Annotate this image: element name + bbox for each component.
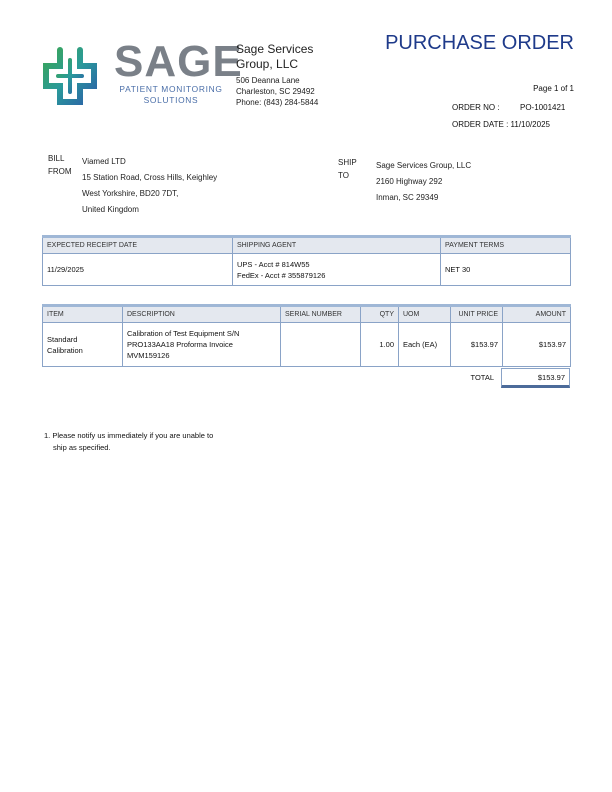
order-info-table <box>42 235 571 286</box>
header-shipping-agent: SHIPPING AGENT <box>233 237 441 254</box>
item-serial-number <box>281 323 361 367</box>
bill-from-address: Viamed LTD 15 Station Road, Cross Hills, Keighley West Yorkshire, BD20 7DT, United Kingdom <box>82 157 218 214</box>
ship-to-address: Sage Services Group, LLC 2160 Highway 292 Inman, SC 29349 <box>376 161 472 202</box>
shipping-agent: UPS - Acct # 814W55 FedEx - Acct # 355879126 <box>233 254 441 286</box>
header-expected-receipt-date: EXPECTED RECEIPT DATE <box>43 237 233 254</box>
logo-subtitle: PATIENT MONITORING SOLUTIONS <box>119 84 223 105</box>
ship-to-label: SHIP TO <box>338 158 357 180</box>
page-number: Page 1 of 1 <box>533 84 574 93</box>
item-description: Calibration of Test Equipment S/N PRO133AA18 Proforma Invoice MVM159126 <box>123 323 281 367</box>
order-no-value: PO-1001421 <box>520 103 566 112</box>
payment-terms: NET 30 <box>441 254 571 286</box>
sage-logo-mark-icon <box>38 44 102 108</box>
company-address: 506 Deanna Lane Charleston, SC 29492 Phone: (843) 284-5844 <box>236 76 319 107</box>
header-description: DESCRIPTION <box>123 306 281 323</box>
total-label: TOTAL <box>470 373 494 382</box>
item-qty: 1.00 <box>361 323 399 367</box>
company-name: Sage Services Group, LLC <box>236 42 314 71</box>
notes: 1. Please notify us immediately if you are unable to ship as specified. <box>44 431 214 452</box>
logo-wordmark: SAGE <box>114 37 243 86</box>
order-no-label: ORDER NO : <box>452 103 500 112</box>
header-amount: AMOUNT <box>503 306 571 323</box>
total-value: $153.97 <box>501 368 570 388</box>
header-payment-terms: PAYMENT TERMS <box>441 237 571 254</box>
header-serial-number: SERIAL NUMBER <box>281 306 361 323</box>
bill-from-label: BILL FROM <box>48 154 72 176</box>
line-items-table <box>42 304 571 367</box>
order-date: ORDER DATE : 11/10/2025 <box>452 120 550 129</box>
item-name: Standard Calibration <box>43 323 123 367</box>
item-unit-price: $153.97 <box>451 323 503 367</box>
header-qty: QTY <box>361 306 399 323</box>
header-item: ITEM <box>43 306 123 323</box>
item-uom: Each (EA) <box>399 323 451 367</box>
document-title: PURCHASE ORDER <box>385 32 574 54</box>
item-amount: $153.97 <box>503 323 571 367</box>
header-uom: UOM <box>399 306 451 323</box>
table-row <box>43 323 571 367</box>
header-unit-price: UNIT PRICE <box>451 306 503 323</box>
expected-receipt-date: 11/29/2025 <box>43 254 233 286</box>
